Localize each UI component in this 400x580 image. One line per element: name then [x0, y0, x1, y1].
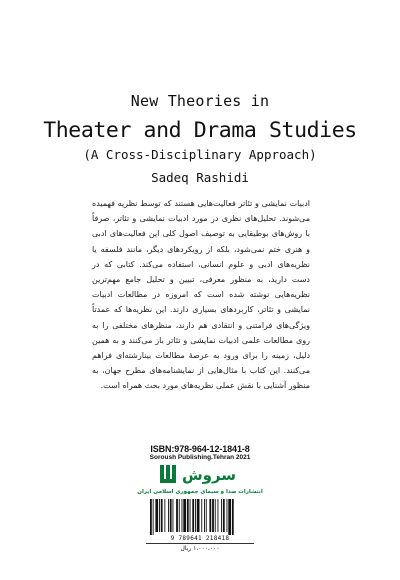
barcode-bar — [179, 499, 180, 532]
barcode-bar — [164, 499, 165, 532]
barcode-bar — [155, 499, 158, 532]
barcode-bar — [176, 499, 178, 532]
author-name: Sadeq Rashidi — [151, 170, 249, 185]
barcode-bar — [173, 499, 174, 532]
barcode-digits: 9 789641 218418 — [170, 535, 230, 542]
title-line-1: New Theories in — [130, 92, 270, 110]
barcode-bar — [195, 499, 196, 532]
barcode-bar — [153, 499, 154, 535]
barcode-bar — [182, 499, 183, 532]
price: ۱،۰۰۰،۰۰۰ ریال — [146, 543, 254, 552]
barcode-bar — [227, 499, 228, 532]
blurb-paragraph: ادبیات نمایشی و تئاتر فعالیت‌هایی هستند که توسط نظریه فهمیده می‌شوند. تحلیل‌های نظری در مورد ادبیات نمایشی و تئاتر، صرفاً با روش‌های بوطیقایی به توصیف اصول کلی این فعالیت‌های ادبی و هنری ختم نمی‌شود، بلکه از رویکردهای دیگر، مانند فلسفه یا نظریه‌های ادبی و علوم انسانی، استفاده می‌کند. کتابی که در دست دارید، به منظور معرفی، تبیین و تحلیل جامع مهم‌ترین نظریه‌هایی نوشته شده است که امروزه در مطالعات ادبیات نمایشی و تئاتر، کاربردهای بسیاری دارند. این نظریه‌ها که عمدتاً ویژگی‌های فرامتنی و انتقادی هم دارند، منظرهای مختلفی را به روی مطالعات علمی ادبیات نمایشی و تئاتر باز می‌کنند و به همین دلیل، زمینه را برای ورود به عرصهٔ مطالعات بینارشته‌ای فراهم می‌کنند. این کتاب با مثال‌هایی از نمایشنامه‌های مطرح جهان، به منظور آشنایی با نقش عملی نظریه‌های مورد بحث همراه است. — [92, 199, 310, 391]
logo-caption: انتشارات صدا و سیمای جمهوری اسلامی ایران — [137, 489, 263, 495]
barcode-bar — [221, 499, 222, 532]
barcode — [146, 497, 254, 535]
isbn: ISBN:978-964-12-1841-8 — [150, 444, 250, 454]
soroush-logo-icon — [159, 463, 241, 485]
barcode-bar — [232, 499, 234, 535]
barcode-bar — [190, 499, 191, 532]
barcode-bar — [201, 499, 202, 532]
barcode-bar — [197, 499, 200, 532]
publisher-line: Soroush Publishing.Tehran 2021 — [149, 454, 251, 461]
logo-wordmark: سروش — [181, 466, 237, 484]
barcode-bar — [218, 499, 219, 532]
barcode-bar — [206, 499, 207, 532]
barcode-bar — [161, 499, 163, 532]
barcode-bar — [187, 499, 189, 532]
barcode-bar — [150, 499, 152, 535]
title-line-2: Theater and Drama Studies — [43, 118, 357, 143]
barcode-icon — [146, 497, 254, 535]
barcode-bar — [212, 499, 214, 532]
barcode-bar — [204, 499, 205, 532]
barcode-bar — [215, 499, 216, 532]
publisher-logo — [159, 463, 241, 485]
subtitle: (A Cross-Disciplinary Approach) — [83, 147, 317, 162]
barcode-bar — [168, 499, 169, 532]
barcode-bar — [170, 499, 172, 532]
barcode-bar — [159, 499, 160, 532]
barcode-bar — [228, 499, 231, 535]
barcode-bar — [183, 499, 186, 532]
barcode-bar — [192, 499, 194, 532]
barcode-bar — [223, 499, 225, 532]
barcode-bar — [209, 499, 211, 532]
